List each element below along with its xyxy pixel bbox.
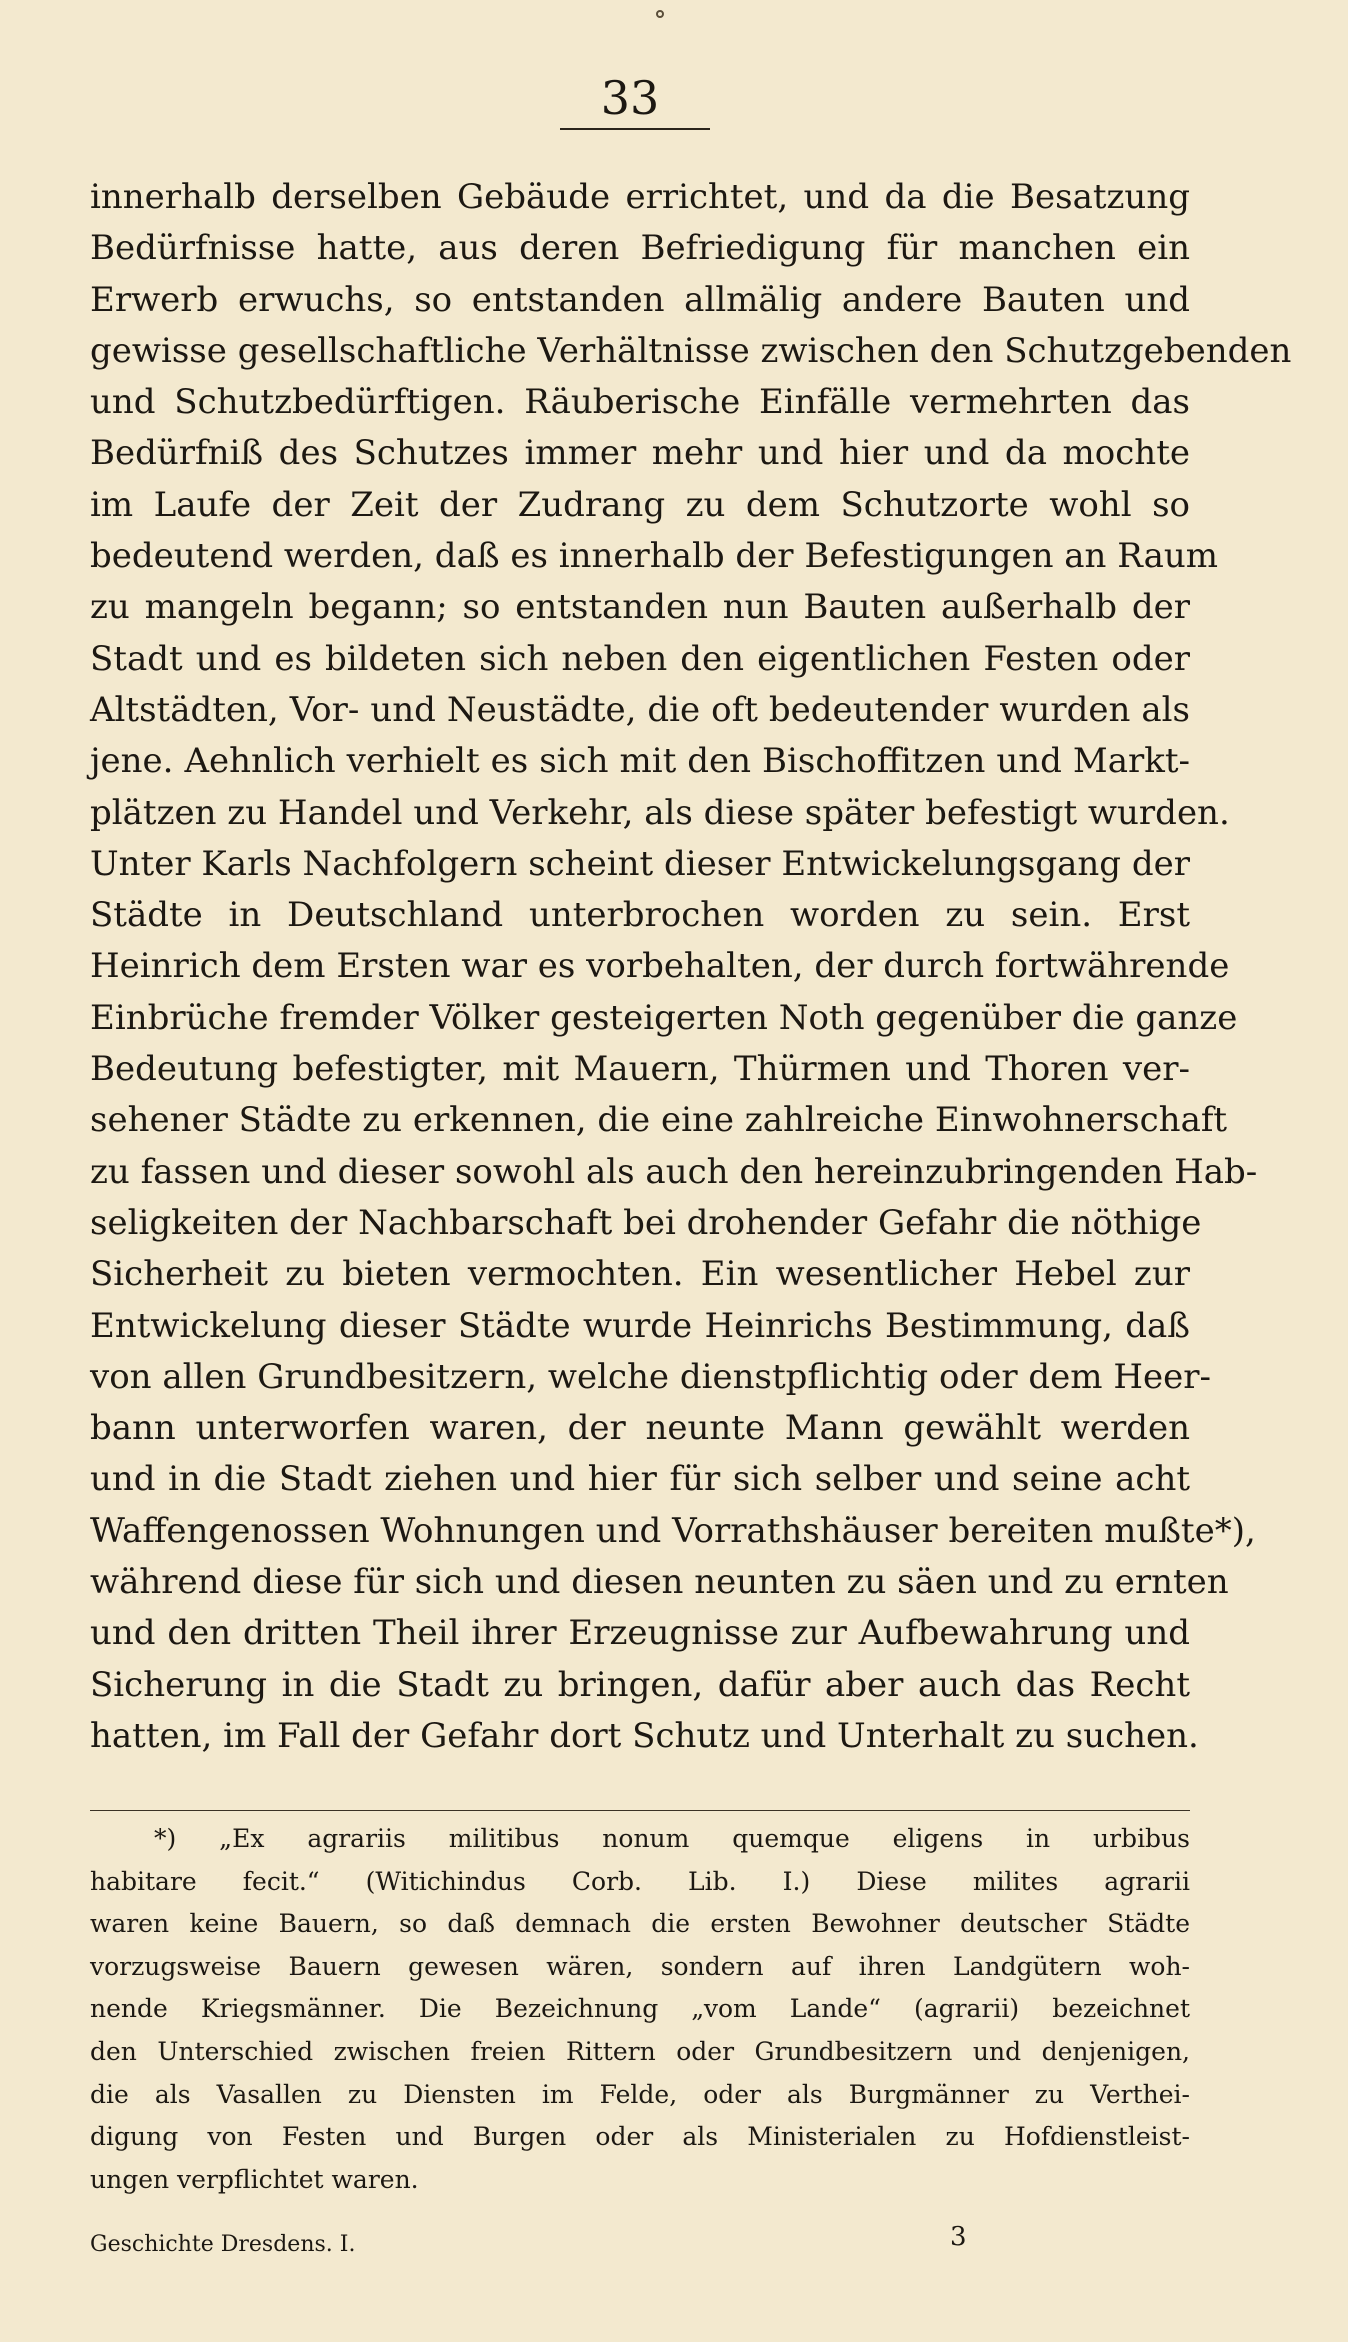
text-line: im Laufe der Zeit der Zudrang zu dem Schutzorte wohl so: [90, 484, 1190, 525]
text-line: Waffengenossen Wohnungen und Vorrathshäuser bereiten mußte*),: [90, 1510, 1256, 1551]
text-line: gewisse gesellschaftliche Verhältnisse zwischen den Schutzgebenden: [90, 330, 1292, 371]
text-line: jene. Aehnlich verhielt es sich mit den Bischoffitzen und Markt-: [90, 741, 1190, 782]
text-line: Bedeutung befestigter, mit Mauern, Thürmen und Thoren ver-: [90, 1049, 1190, 1090]
text-line: zu fassen und dieser sowohl als auch den hereinzubringenden Hab-: [90, 1151, 1258, 1192]
printing-speck: [656, 10, 664, 18]
footnote-line: den Unterschied zwischen freien Rittern oder Grundbesitzern und denjenigen,: [90, 2036, 1190, 2066]
text-line: hatten, im Fall der Gefahr dort Schutz und Unterhalt zu suchen.: [90, 1715, 1199, 1756]
text-line: und den dritten Theil ihrer Erzeugnisse zur Aufbewahrung und: [90, 1613, 1190, 1654]
text-line: Bedürfnisse hatte, aus deren Befriedigung für manchen ein: [90, 228, 1190, 269]
text-line: Einbrüche fremder Völker gesteigerten Noth gegenüber die ganze: [90, 997, 1238, 1038]
footnote: [90, 1818, 1190, 2201]
footnote-rule: [90, 1810, 1190, 1811]
text-line: zu mangeln begann; so entstanden nun Bauten außerhalb der: [90, 587, 1190, 628]
text-line: Städte in Deutschland unterbrochen worden zu sein. Erst: [90, 895, 1190, 936]
text-line: Unter Karls Nachfolgern scheint dieser Entwickelungsgang der: [90, 843, 1190, 884]
text-line: Bedürfniß des Schutzes immer mehr und hier und da mochte: [90, 433, 1190, 474]
text-line: seligkeiten der Nachbarschaft bei drohender Gefahr die nöthige: [90, 1202, 1202, 1243]
text-line: Altstädten, Vor- und Neustädte, die oft bedeutender wurden als: [90, 689, 1190, 730]
text-line: sehener Städte zu erkennen, die eine zahlreiche Einwohnerschaft: [90, 1100, 1228, 1141]
text-line: Entwickelung dieser Städte wurde Heinrichs Bestimmung, daß: [90, 1305, 1190, 1346]
text-line: Stadt und es bildeten sich neben den eigentlichen Festen oder: [90, 638, 1190, 679]
footnote-line: vorzugsweise Bauern gewesen wären, sondern auf ihren Landgütern woh-: [90, 1951, 1190, 1981]
text-line: Sicherung in die Stadt zu bringen, dafür aber auch das Recht: [90, 1664, 1190, 1705]
main-text: [90, 172, 1292, 1762]
text-line: Heinrich dem Ersten war es vorbehalten, der durch fortwährende: [90, 946, 1230, 987]
footnote-line: waren keine Bauern, so daß demnach die ersten Bewohner deutscher Städte: [90, 1909, 1190, 1939]
text-line: und in die Stadt ziehen und hier für sich selber und seine acht: [90, 1459, 1190, 1500]
footnote-line: die als Vasallen zu Diensten im Felde, oder als Burgmänner zu Verthei-: [90, 2079, 1190, 2109]
text-line: Erwerb erwuchs, so entstanden allmälig andere Bauten und: [90, 279, 1190, 320]
text-line: innerhalb derselben Gebäude errichtet, und da die Besatzung: [90, 177, 1190, 217]
footnote-line: ungen verpflichtet waren.: [90, 2164, 419, 2194]
footnote-line: nende Kriegsmänner. Die Bezeichnung „vom Lande“ (agrarii) bezeichnet: [90, 1994, 1190, 2024]
footnote-line: habitare fecit.“ (Witichindus Corb. Lib. I.) Diese milites agrarii: [90, 1866, 1190, 1896]
header-rule: [560, 128, 710, 130]
footnote-line: *) „Ex agrariis militibus nonum quemque eligens in urbibus: [154, 1824, 1190, 1853]
text-line: bedeutend werden, daß es innerhalb der Befestigungen an Raum: [90, 536, 1219, 577]
sheet-number: 3: [950, 2222, 967, 2252]
page-number: 33: [600, 71, 660, 125]
text-line: und Schutzbedürftigen. Räuberische Einfälle vermehrten das: [90, 382, 1190, 423]
text-line: bann unterworfen waren, der neunte Mann gewählt werden: [90, 1408, 1190, 1449]
text-line: von allen Grundbesitzern, welche dienstpflichtig oder dem Heer-: [90, 1356, 1211, 1397]
text-line: während diese für sich und diesen neunten zu säen und zu ernten: [90, 1562, 1229, 1603]
book-signature: Geschichte Dresdens. I.: [90, 2232, 356, 2257]
footnote-line: digung von Festen und Burgen oder als Ministerialen zu Hofdienstleist-: [90, 2122, 1190, 2152]
text-line: Sicherheit zu bieten vermochten. Ein wesentlicher Hebel zur: [90, 1254, 1190, 1295]
text-line: plätzen zu Handel und Verkehr, als diese später befestigt wurden.: [90, 792, 1230, 833]
